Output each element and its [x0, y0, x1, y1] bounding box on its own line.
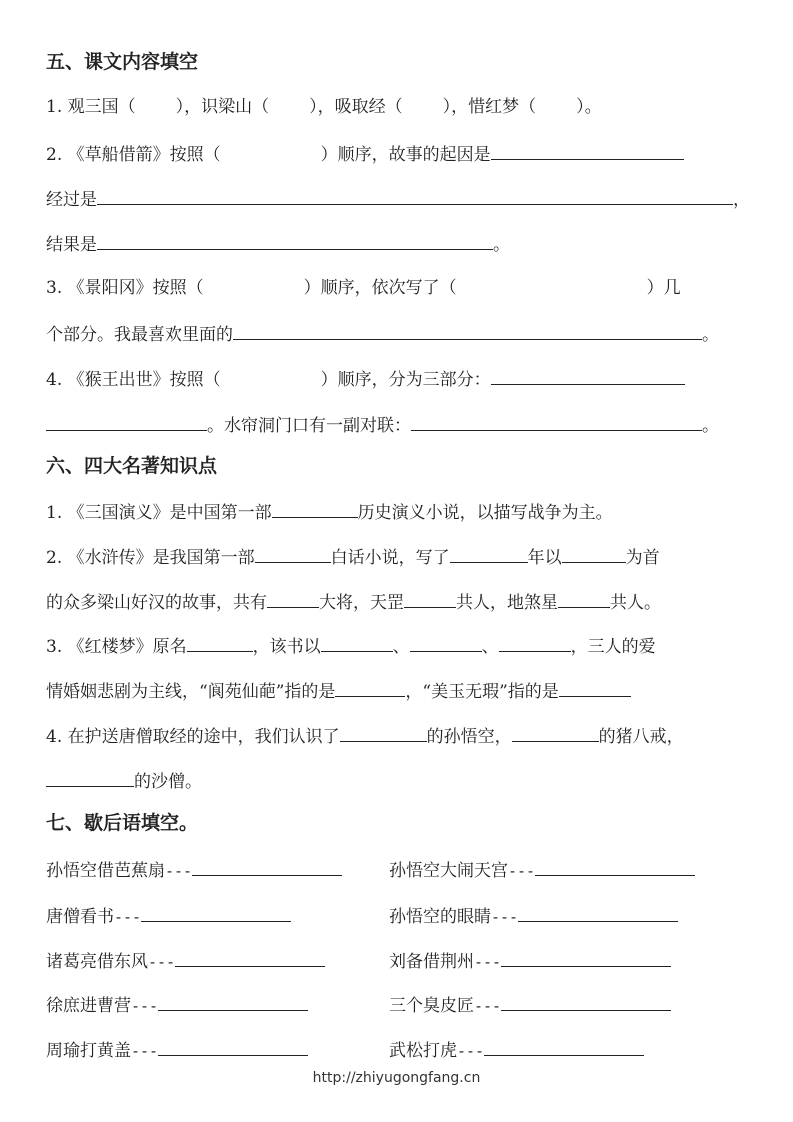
blank[interactable] — [484, 1037, 644, 1056]
sec5-q2-line2: 经过是 ， — [46, 186, 750, 212]
blank[interactable] — [499, 633, 571, 652]
idiom-right-1: 孙悟空大闹天宫--- — [389, 857, 695, 883]
blank[interactable] — [535, 857, 695, 876]
blank[interactable] — [491, 366, 685, 385]
sec6-q3-line2: 情婚姻悲剧为主线，“阆苑仙葩”指的是 ，“美玉无瑕”指的是 — [46, 678, 631, 704]
blank[interactable] — [501, 948, 671, 967]
sec6-q2-line1: 2. 《水浒传》是我国第一部 白话小说，写了 年以 为首 — [46, 544, 660, 570]
blank[interactable] — [562, 544, 626, 563]
sec6-q4-line1: 4. 在护送唐僧取经的途中，我们认识了 的孙悟空， 的猪八戒， — [46, 723, 684, 749]
sec6-q3-line1: 3. 《红楼梦》原名 ，该书以 、 、 ，三人的爱 — [46, 633, 656, 659]
blank[interactable] — [559, 678, 631, 697]
blank[interactable] — [411, 412, 702, 431]
idiom-right-5: 武松打虎--- — [389, 1037, 644, 1063]
blank[interactable] — [233, 321, 702, 340]
idiom-left-3: 诸葛亮借东风--- — [46, 948, 325, 974]
idiom-right-2: 孙悟空的眼睛--- — [389, 903, 678, 929]
sec5-q3-line2: 个部分。我最喜欢里面的 。 — [46, 321, 719, 347]
blank[interactable] — [97, 231, 493, 250]
sec6-q1: 1. 《三国演义》是中国第一部 历史演义小说，以描写战争为主。 — [46, 499, 613, 525]
section-7-title: 七、歇后语填空。 — [46, 812, 199, 834]
idiom-right-4: 三个臭皮匠--- — [389, 992, 671, 1018]
idiom-left-5: 周瑜打黄盖--- — [46, 1037, 308, 1063]
sec6-q2-line2: 的众多梁山好汉的故事，共有 大将，天罡 共人，地煞星 共人。 — [46, 589, 661, 615]
sec5-q2-line3: 结果是 。 — [46, 231, 510, 257]
blank[interactable] — [558, 589, 610, 608]
blank[interactable] — [141, 903, 291, 922]
blank[interactable] — [175, 948, 325, 967]
idiom-left-4: 徐庶进曹营--- — [46, 992, 308, 1018]
sec6-q4-line2: 的沙僧。 — [46, 768, 202, 794]
idiom-left-2: 唐僧看书--- — [46, 903, 291, 929]
blank[interactable] — [272, 499, 358, 518]
idiom-right-3: 刘备借荆州--- — [389, 948, 671, 974]
sec5-q2-line1: 2. 《草船借箭》按照（ ）顺序，故事的起因是 — [46, 141, 684, 167]
sec5-q1: 1. 观三国（ ），识梁山（ ），吸取经（ ），惜红梦（ ）。 — [46, 97, 602, 117]
blank[interactable] — [158, 1037, 308, 1056]
sec5-q4-line1: 4. 《猴王出世》按照（ ）顺序，分为三部分： — [46, 366, 685, 392]
blank[interactable] — [187, 633, 253, 652]
section-5-title: 五、课文内容填空 — [46, 51, 199, 73]
blank[interactable] — [321, 633, 393, 652]
footer-url: http://zhiyugongfang.cn — [312, 1070, 481, 1086]
section-6-title: 六、四大名著知识点 — [46, 455, 218, 477]
blank[interactable] — [267, 589, 319, 608]
blank[interactable] — [512, 723, 599, 742]
blank[interactable] — [335, 678, 405, 697]
blank[interactable] — [491, 141, 684, 160]
sec5-q3-line1: 3. 《景阳冈》按照（ ）顺序，依次写了（ ）几 — [46, 278, 681, 298]
blank[interactable] — [192, 857, 342, 876]
blank[interactable] — [410, 633, 482, 652]
blank[interactable] — [46, 412, 207, 431]
blank[interactable] — [518, 903, 678, 922]
sec5-q4-line2: 。水帘洞门口有一副对联： 。 — [46, 412, 719, 438]
blank[interactable] — [255, 544, 331, 563]
blank[interactable] — [46, 768, 134, 787]
blank[interactable] — [450, 544, 528, 563]
blank[interactable] — [158, 992, 308, 1011]
blank[interactable] — [340, 723, 427, 742]
idiom-left-1: 孙悟空借芭蕉扇--- — [46, 857, 342, 883]
blank[interactable] — [501, 992, 671, 1011]
blank[interactable] — [97, 186, 733, 205]
blank[interactable] — [404, 589, 456, 608]
